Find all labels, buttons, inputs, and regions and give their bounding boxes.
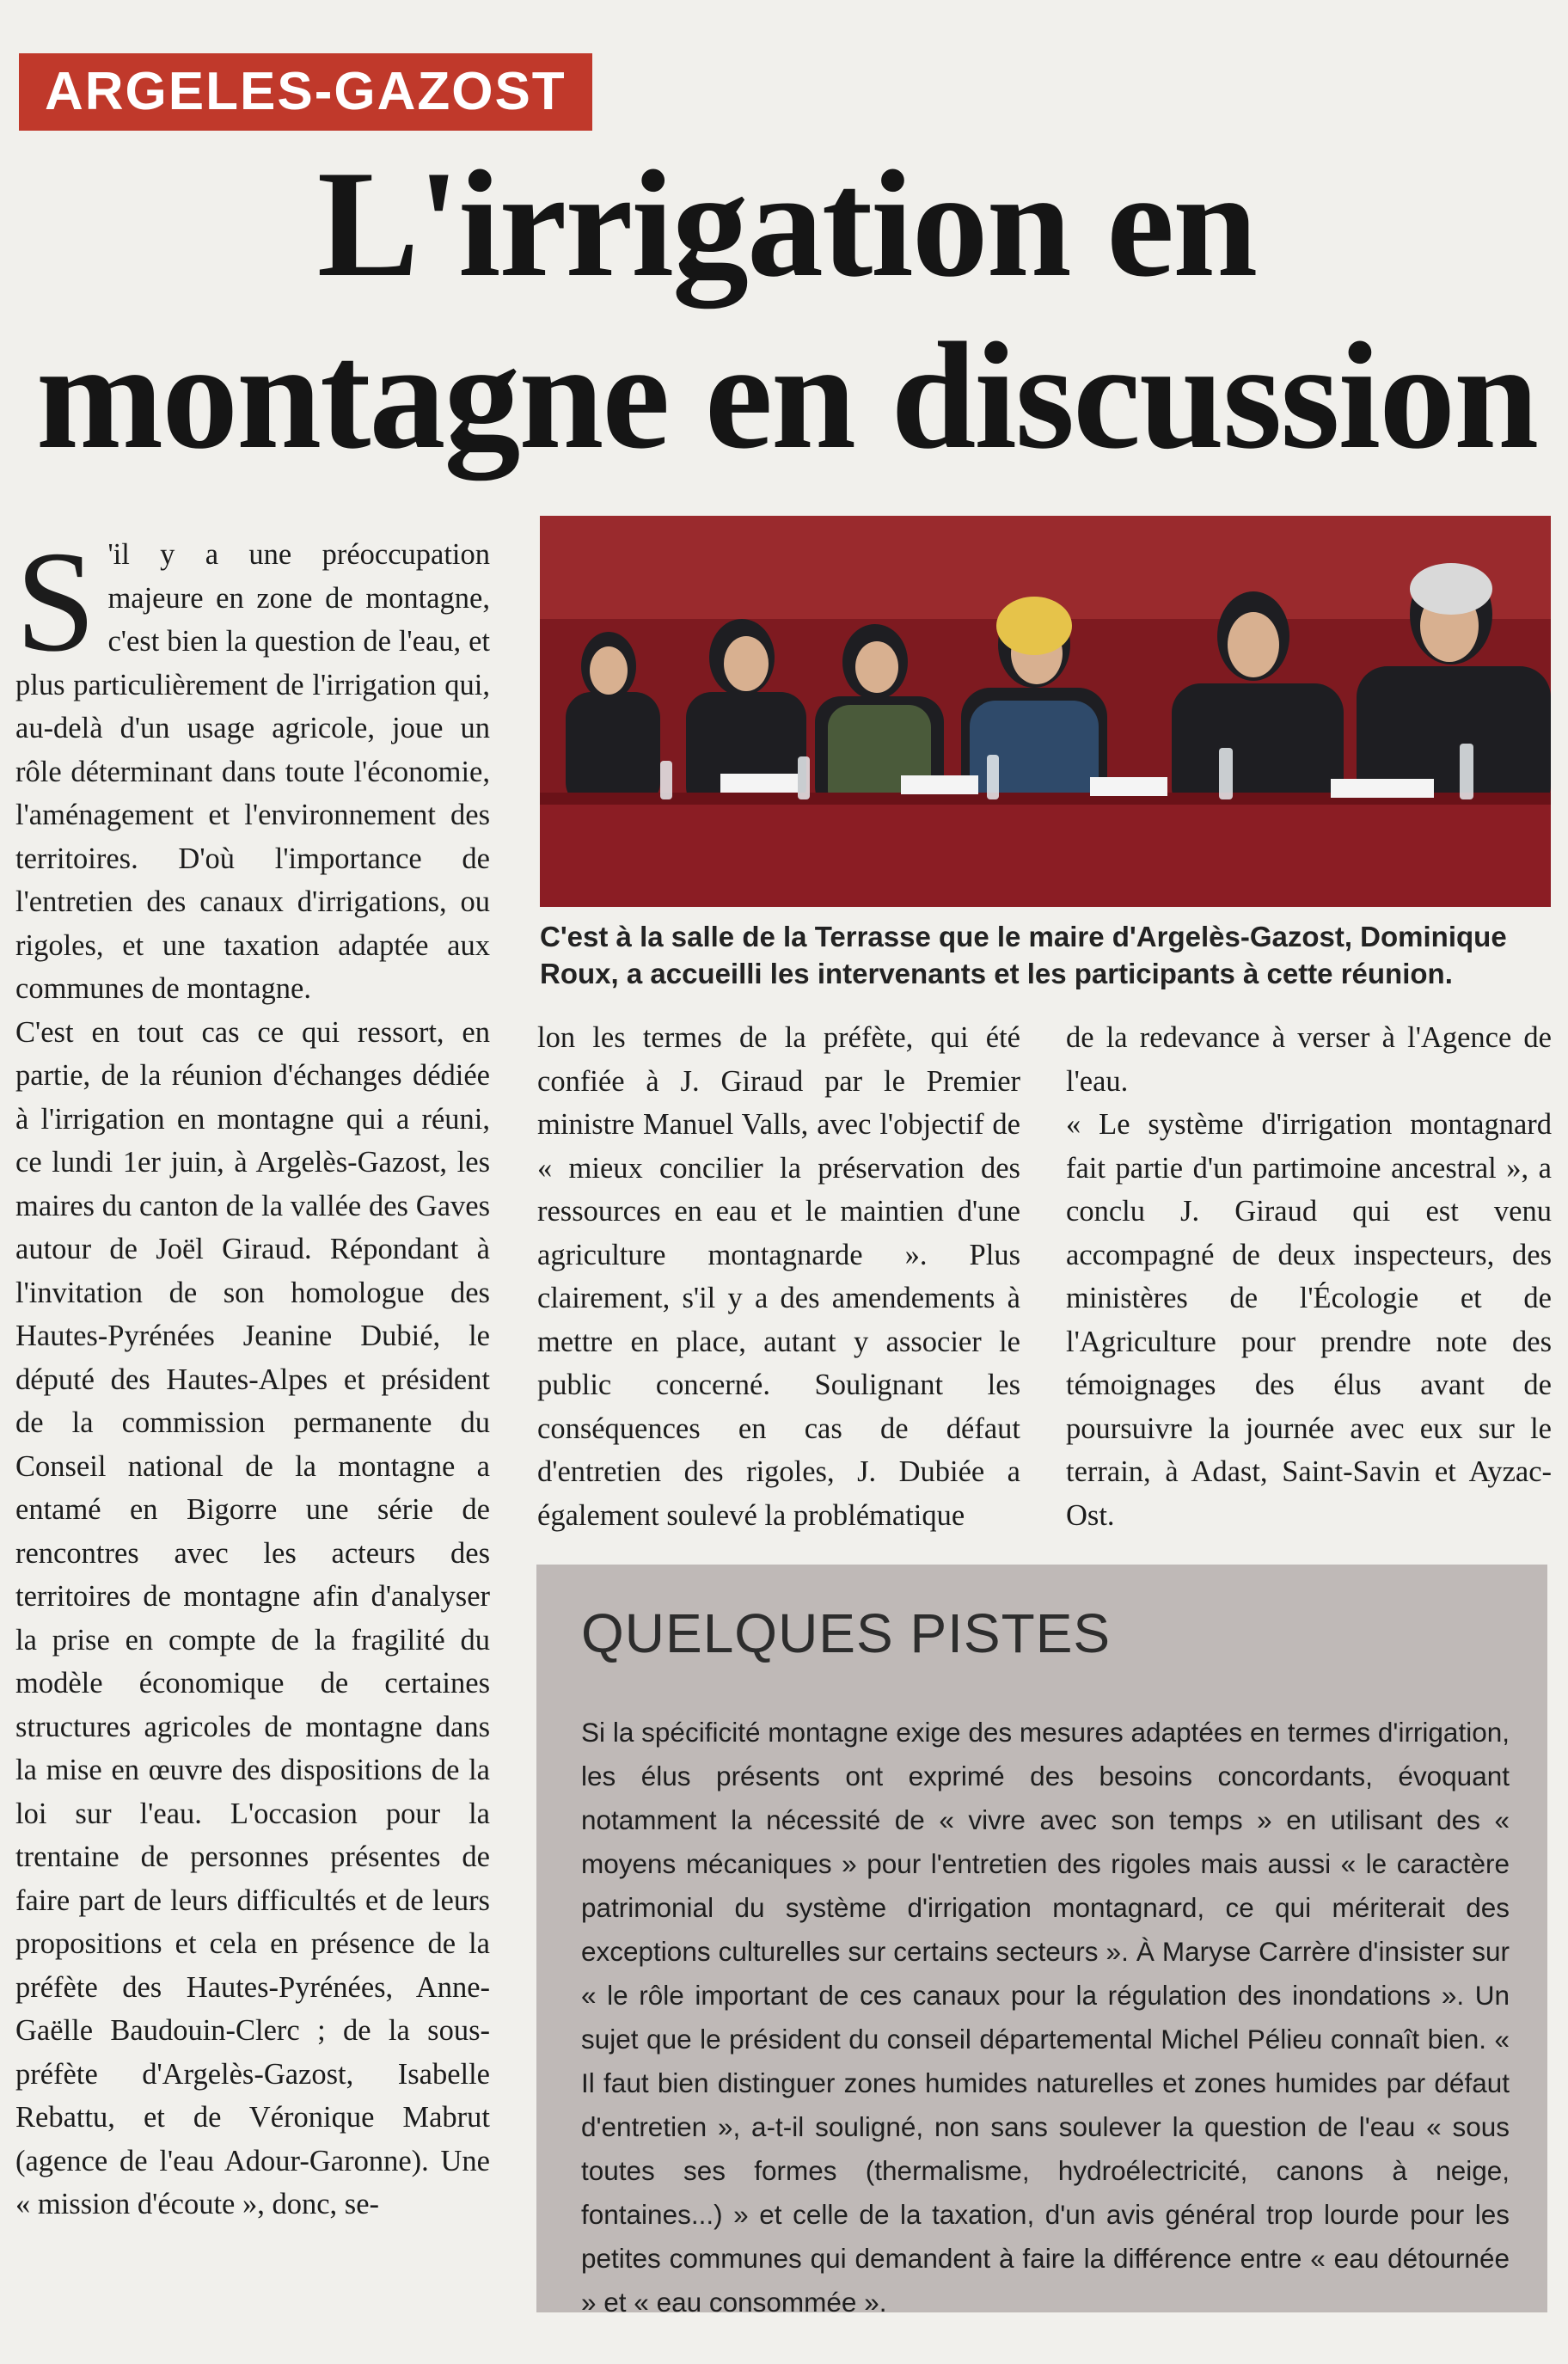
paragraph-redevance: de la redevance à verser à l'Agence de l'eau.: [1066, 1021, 1552, 1098]
sidebar-title: QUELQUES PISTES: [581, 1602, 1112, 1664]
paragraph-meeting: C'est en tout cas ce qui ressort, en partie, de la réunion d'échanges dédiée à l'irrigation en montagne qui a réuni, ce lundi 1er juin, à Argelès-Gazost, les maires du canton de la vallée des Gaves autour de Joël Giraud. Répondant à l'invitation de son homologue des Hautes-Pyrénées Jeanine Dubié, le député des Hautes-Alpes et président de la commission permanente du Conseil national de la montagne a entamé en Bigorre une série de rencontres avec les acteurs des territoires de montagne afin d'analyser la prise en compte de la fragilité du modèle économique de certaines structures agricoles de montagne dans la mise en œuvre des dispositions de la loi sur l'eau. L'occasion pour la trentaine de personnes présentes de faire part de leurs difficultés et de leurs propositions et cela en présence de la préfète des Hautes-Pyrénées, Anne-Gaëlle Baudouin-Clerc ; de la sous-préfète d'Argelès-Gazost, Isabelle Rebattu, et de Véronique Mabrut (agence de l'eau Adour-Garonne). Une « mission d'écoute », donc, se-: [15, 1015, 490, 2220]
meeting-photo: [540, 516, 1551, 907]
paragraph-intro: 'il y a une préoccupation majeure en zone de montagne, c'est bien la question de l'eau, et plus particulièrement de l'irrigation qui, au-delà d'un usage agricole, joue un rôle déterminant dans toute l'économie, l'aménagement et l'environnement des territoires. D'où l'importance de l'entretien des canaux d'irrigations, ou rigoles, et une taxation adaptée aux communes de montagne.: [15, 538, 490, 1005]
article-column-3: [1066, 1016, 1552, 1537]
article-column-2: [537, 1016, 1020, 1537]
sidebar-box: [536, 1565, 1547, 2318]
drop-cap: S: [15, 522, 96, 682]
section-kicker: ARGELES-GAZOST: [19, 53, 592, 131]
article-column-1: [15, 522, 490, 2226]
sidebar-text: Si la spécificité montagne exige des mesures adaptées en termes d'irrigation, les élus présents ont exprimé des besoins concordants, évoquant notamment la nécessité de « vivre avec son temps » en utilisant des « moyens mécaniques » pour l'entretien des rigoles mais aussi « le caractère patrimonial du système d'irrigation montagnard, ce qui mériterait des exceptions culturelles sur certains secteurs ». À Maryse Carrère d'insister sur « le rôle important de ces canaux pour la régulation des inondations ». Un sujet que le président du conseil départemental Michel Pélieu connaît bien. « Il faut bien distinguer zones humides naturelles et zones humides par défaut d'entretien », a-t-il souligné, non sans soulever la question de l'eau « sous toutes ses formes (thermalisme, hydroélectricité, canons à neige, fontaines...) » et celle de la taxation, d'un avis général trop lourde pour les petites communes qui demandent à faire la différence entre « eau détournée » et « eau consommée ».: [581, 1717, 1510, 2318]
photo-caption: C'est à la salle de la Terrasse que le maire d'Argelès-Gazost, Dominique Roux, a accueilli les intervenants et les participants à cette réunion.: [540, 921, 1507, 989]
paragraph-mission: lon les termes de la préfète, qui été confiée à J. Giraud par le Premier ministre Manuel Valls, avec l'objectif de « mieux concilier la préservation des ressources en eau et le maintien d'une agriculture montagnarde ». Plus clairement, s'il y a des amendements à mettre en place, autant y associer le public concerné. Soulignant les conséquences en cas de défaut d'entretien des rigoles, J. Dubiée a également soulevé la problématique: [537, 1021, 1020, 1532]
paragraph-conclusion: « Le système d'irrigation montagnard fait partie d'un partimoine ancestral », a conclu J. Giraud qui est venu accompagné de deux inspecteurs, des ministères de l'Écologie et de l'Agriculture pour prendre note des témoignages des élus avant de poursuivre la journée avec eux sur le terrain, à Adast, Saint-Savin et Ayzac-Ost.: [1066, 1108, 1552, 1532]
photo-illustration: [540, 516, 1551, 907]
article-headline: L'irrigation en montagne en discussion: [35, 138, 1538, 481]
